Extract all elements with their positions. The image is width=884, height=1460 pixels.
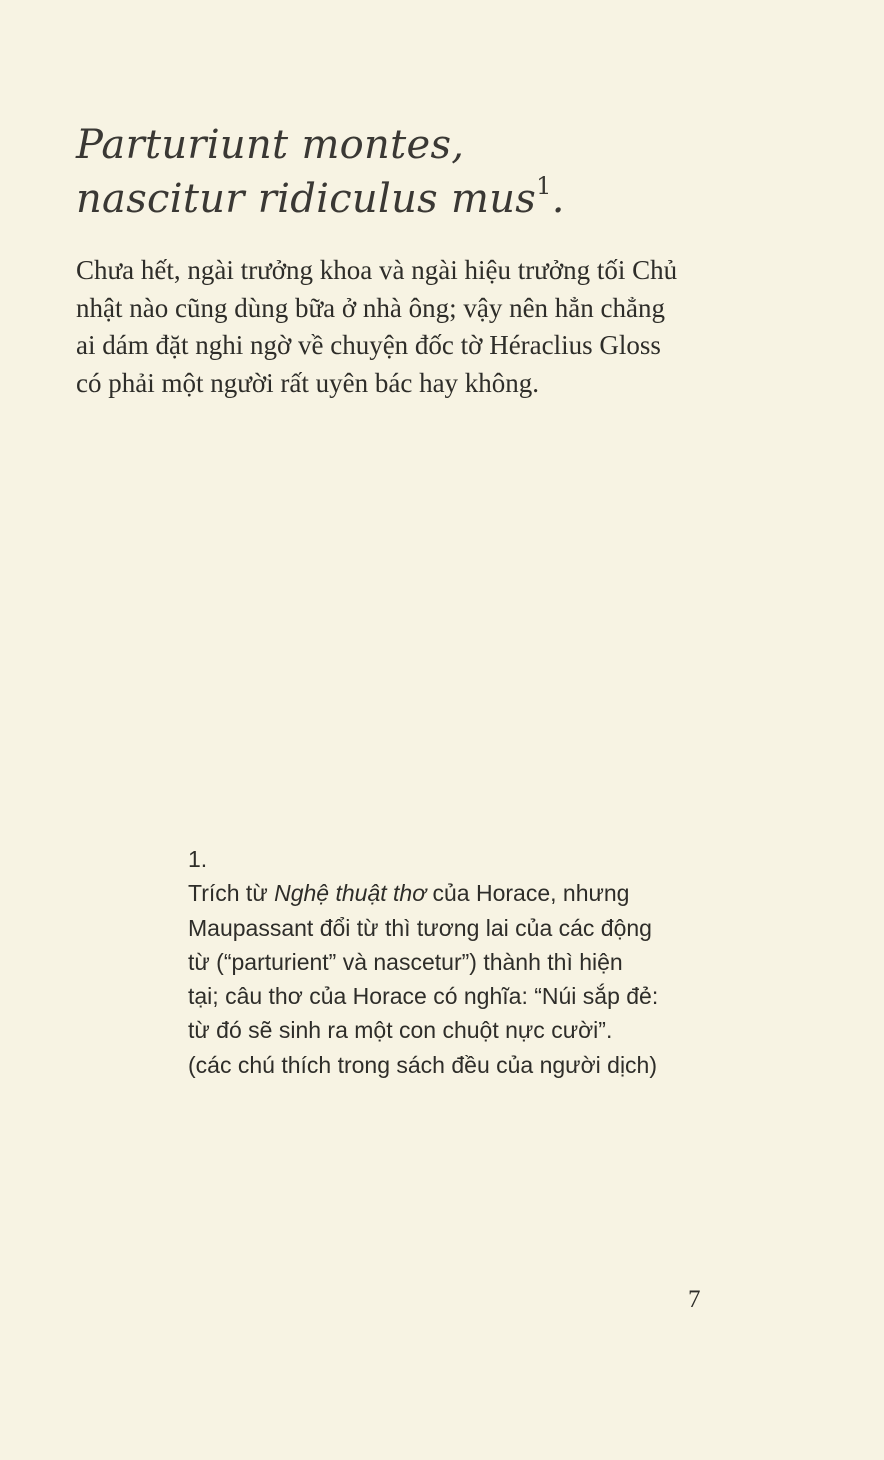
footnote-line-1-post: của Horace, nhưng — [426, 880, 630, 907]
footnote-line-2: Maupassant đổi từ thì tương lai của các động — [188, 914, 652, 941]
footnote-reference: 1 — [536, 171, 552, 200]
footnote-number: 1. — [188, 846, 208, 872]
body-line-2: nhật nào cũng dùng bữa ở nhà ông; vậy nên hẳn chẳng — [76, 292, 666, 323]
epigraph-line-2-period: . — [551, 176, 565, 222]
footnote-line-6: (các chú thích trong sách đều của người dịch) — [188, 1051, 658, 1078]
epigraph-line-2-text: nascitur ridiculus mus — [76, 176, 537, 222]
footnote-line-3: từ (“parturient” và nascetur”) thành thì hiện — [188, 948, 623, 975]
body-line-1: Chưa hết, ngài trưởng khoa và ngài hiệu trưởng tối Chủ — [76, 255, 678, 285]
footnote-line-1-pre: Trích từ — [188, 880, 275, 907]
epigraph-line-2 — [76, 172, 776, 226]
latin-epigraph — [76, 118, 776, 226]
footnote-work-title: Nghệ thuật thơ — [274, 880, 427, 907]
footnote-line-4: tại; câu thơ của Horace có nghĩa: “Núi sắp đẻ: — [188, 983, 659, 1010]
body-line-3: ai dám đặt nghi ngờ về chuyện đốc tờ Héraclius Gloss — [76, 330, 661, 360]
epigraph-line-1: Parturiunt montes, — [76, 122, 465, 168]
footnote — [188, 842, 708, 1082]
page-number: 7 — [688, 1286, 701, 1313]
body-paragraph — [76, 252, 736, 402]
body-line-4: có phải một người rất uyên bác hay không. — [76, 367, 540, 398]
footnote-line-1 — [188, 876, 708, 910]
footnote-line-5: từ đó sẽ sinh ra một con chuột nực cười”. — [188, 1017, 613, 1044]
